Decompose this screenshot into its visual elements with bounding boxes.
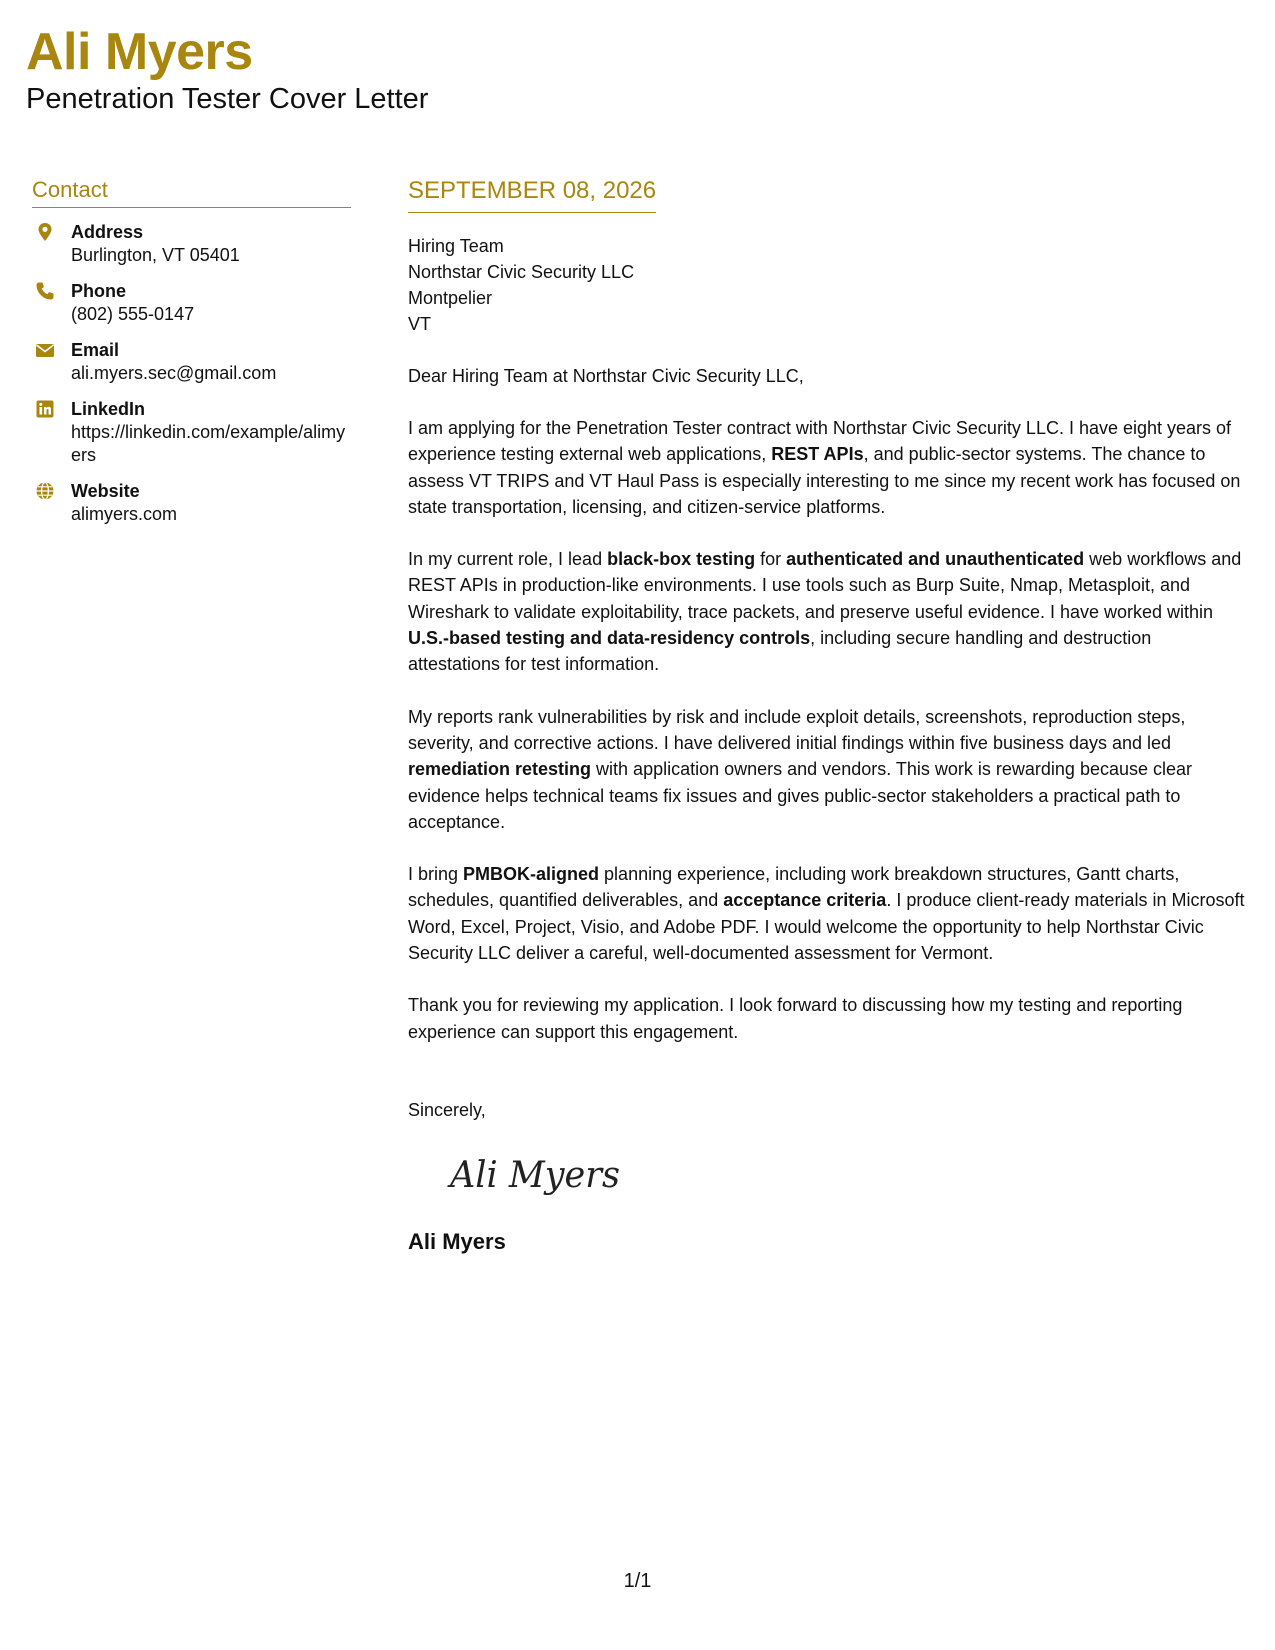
contact-value[interactable]: alimyers.com: [71, 504, 178, 524]
bold-phrase: REST APIs: [771, 444, 864, 465]
signer-name: Ali Myers: [408, 1228, 506, 1254]
letter-paragraph: [408, 704, 1248, 835]
linkedin-icon: [35, 399, 55, 419]
letter-body: [408, 176, 1248, 1256]
text-run: I bring: [408, 864, 464, 885]
bold-phrase: PMBOK-aligned: [463, 864, 600, 885]
contact-list: [32, 220, 351, 526]
text-run: planning experience, including work breakdown structures, Gantt charts, schedules, quantified deliverables, and: [408, 864, 1180, 911]
contact-value[interactable]: https://linkedin.com/example/alimyers: [71, 422, 346, 465]
letter-paragraph: [408, 992, 1248, 1045]
contact-value[interactable]: ali.myers.sec@gmail.com: [71, 363, 277, 383]
contact-linkedin: [32, 397, 351, 467]
contact-address: [32, 220, 351, 267]
contact-sidebar: [32, 176, 351, 538]
bold-phrase: remediation retesting: [408, 759, 592, 780]
recipient-line: Northstar Civic Security LLC: [408, 262, 635, 282]
salutation: Dear Hiring Team at Northstar Civic Security LLC,: [408, 366, 804, 386]
recipient-block: [408, 233, 1248, 337]
bold-phrase: authenticated and unauthenticated: [786, 549, 1085, 570]
recipient-line: VT: [408, 314, 432, 334]
text-run: . I produce client-ready materials in Microsoft Word, Excel, Project, Visio, and Adobe PDF. I would welcome the opportunity to help Northstar Civic Security LLC deliver a careful, well-documented assessment for Vermont.: [408, 890, 1245, 964]
contact-phone: [32, 279, 351, 326]
contact-website: [32, 479, 351, 526]
recipient-line: Montpelier: [408, 288, 493, 308]
letter-date: SEPTEMBER 08, 2026: [408, 176, 656, 213]
contact-label: Email: [71, 340, 120, 360]
text-run: , and public-sector systems. The chance to assess VT TRIPS and VT Haul Pass is especially interesting to me since my recent work has focused on state transportation, licensing, and citizen-service platforms.: [408, 444, 1241, 517]
contact-value: (802) 555-0147: [71, 304, 195, 324]
phone-icon: [35, 281, 55, 301]
bold-phrase: black-box testing: [607, 549, 756, 570]
letter-paragraph: [408, 861, 1248, 966]
text-run: for: [755, 549, 787, 570]
header: [26, 22, 428, 116]
signature-text: Ali Myers: [447, 1154, 620, 1196]
text-run: , including secure handling and destruction attestations for test information.: [408, 628, 1152, 675]
contact-label: LinkedIn: [71, 399, 146, 419]
map-pin-icon: [35, 222, 55, 242]
signature: [446, 1145, 636, 1205]
text-run: Thank you for reviewing my application. I look forward to discussing how my testing and reporting experience can support this engagement.: [408, 995, 1183, 1042]
applicant-name: Ali Myers: [26, 23, 253, 81]
text-run: web workflows and REST APIs in production-like environments. I use tools such as Burp Suite, Nmap, Metasploit, and Wireshark to validate exploitability, trace packets, and preserve useful evidence. I have worked within: [408, 549, 1242, 622]
globe-icon: [35, 481, 55, 501]
contact-heading: Contact: [32, 176, 351, 208]
text-run: In my current role, I lead: [408, 549, 608, 570]
bold-phrase: acceptance criteria: [723, 890, 887, 911]
contact-label: Phone: [71, 281, 127, 301]
closing: Sincerely,: [408, 1099, 486, 1120]
contact-value: Burlington, VT 05401: [71, 245, 240, 265]
letter-paragraph: [408, 546, 1248, 677]
envelope-icon: [35, 340, 55, 360]
text-run: My reports rank vulnerabilities by risk and include exploit details, screenshots, reproduction steps, severity, and corrective actions. I have delivered initial findings within five business days and led: [408, 706, 1186, 753]
page-number: 1/1: [623, 1570, 652, 1592]
letter-paragraph: [408, 415, 1248, 520]
text-run: with application owners and vendors. This work is rewarding because clear evidence helps technical teams fix issues and gives public-sector stakeholders a practical path to acceptance.: [408, 759, 1193, 832]
document-subtitle: Penetration Tester Cover Letter: [26, 83, 429, 115]
bold-phrase: U.S.-based testing and data-residency controls: [408, 628, 811, 649]
contact-label: Address: [71, 222, 144, 242]
recipient-line: Hiring Team: [408, 236, 504, 256]
letter-paragraphs: [408, 415, 1248, 1045]
text-run: I am applying for the Penetration Tester contract with Northstar Civic Security LLC. I have eight years of experience testing external web applications,: [408, 418, 1232, 465]
contact-label: Website: [71, 481, 140, 501]
contact-email: [32, 338, 351, 385]
